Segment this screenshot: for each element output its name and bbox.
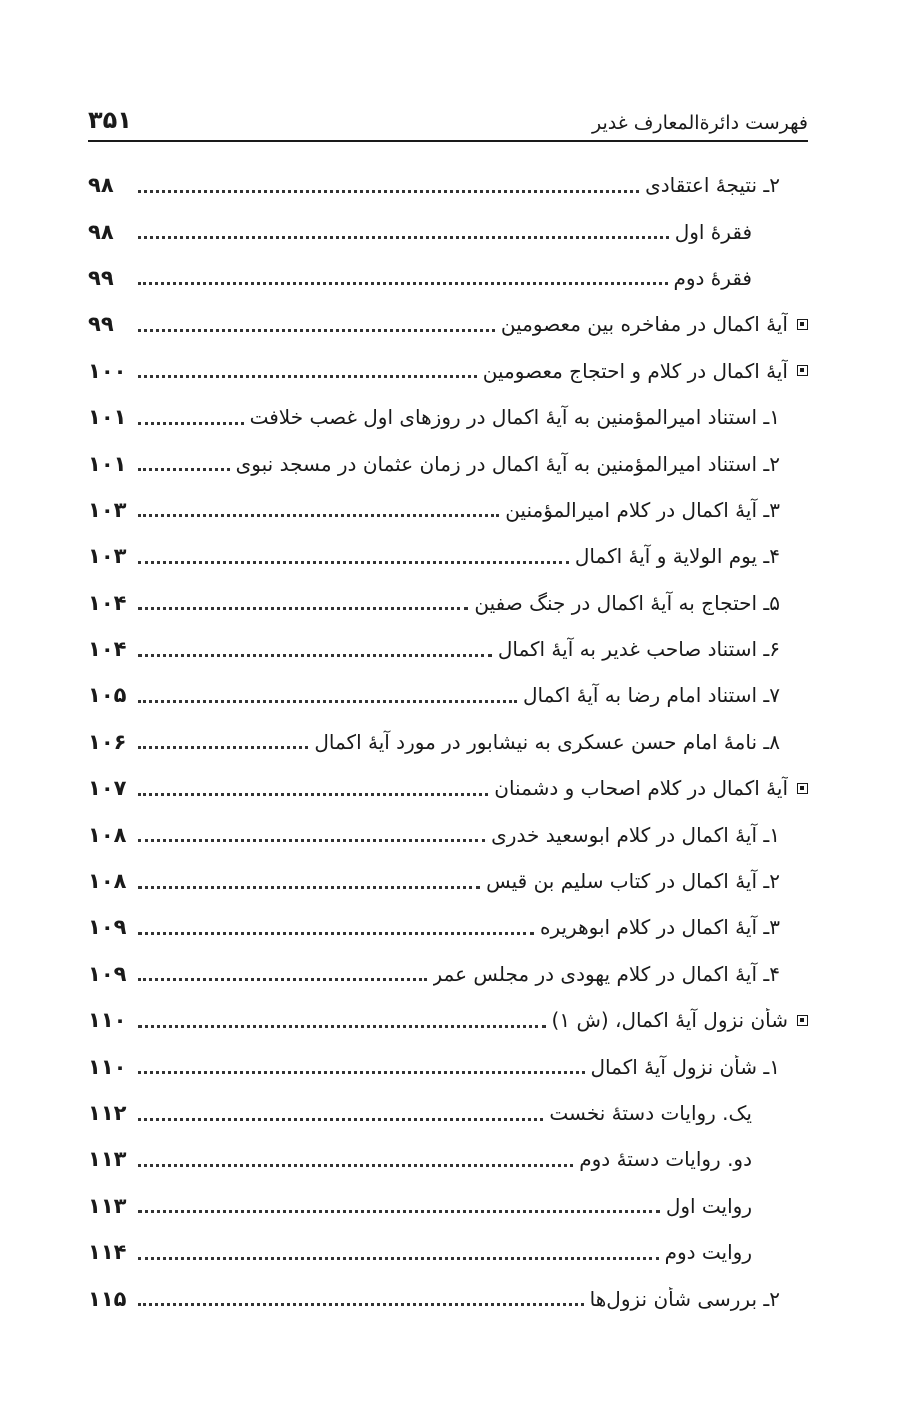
dot-leader <box>138 264 668 285</box>
toc-entry-label: ۱ـ آیهٔ اکمال در کلام ابوسعید خدری <box>491 822 780 847</box>
toc-entry-page-number: ۹۹ <box>88 265 114 290</box>
toc-entry <box>88 1275 808 1321</box>
header-title: فهرست دائرةالمعارف غدیر <box>591 112 808 134</box>
toc-entry <box>88 580 808 626</box>
toc-entry-page-number: ۱۰۰ <box>88 358 127 383</box>
toc-entry-page-number: ۱۰۷ <box>88 776 127 801</box>
toc-entry <box>88 811 808 857</box>
toc-entry <box>88 440 808 486</box>
dot-leader <box>138 543 569 564</box>
toc-entry-page-number: ۱۰۳ <box>88 497 127 522</box>
toc-entry-label: ۲ـ آیهٔ اکمال در کتاب سلیم بن قیس <box>486 869 780 894</box>
toc-entry-label: ۴ـ آیهٔ اکمال در کلام یهودی در مجلس عمر <box>432 961 780 986</box>
toc-entry-label: روایت اول <box>665 1193 752 1218</box>
dot-leader <box>138 1285 584 1306</box>
toc-entry-label: آیهٔ اکمال در کلام و احتجاج معصومین <box>482 358 788 383</box>
toc-entry <box>88 348 808 394</box>
section-square-bullet-icon <box>797 783 808 794</box>
toc-entry-label: شأن نزول آیهٔ اکمال، (ش ۱) <box>551 1008 788 1033</box>
toc-entry-label: یک. روایات دستهٔ نخست <box>549 1101 752 1125</box>
toc-entry-label: ۱ـ شأن نزول آیهٔ اکمال <box>590 1054 780 1079</box>
toc-entry <box>88 255 808 301</box>
toc-entry <box>88 1090 808 1136</box>
dot-leader <box>138 589 468 610</box>
toc-entry-page-number: ۱۰۶ <box>88 729 127 754</box>
section-square-bullet-icon <box>797 319 808 330</box>
dot-leader <box>138 357 477 378</box>
toc-entry-page-number: ۱۰۱ <box>88 405 127 430</box>
toc-entry-label: ۴ـ یوم الولایة و آیهٔ اکمال <box>574 544 780 569</box>
toc-entry-page-number: ۱۰۹ <box>88 915 127 940</box>
dot-leader <box>138 496 499 517</box>
toc-entry-page-number: ۱۱۳ <box>88 1193 127 1218</box>
toc-entry-page-number: ۱۱۵ <box>88 1286 127 1311</box>
toc-entry-page-number: ۱۰۱ <box>88 451 127 476</box>
toc-entry-page-number: ۱۱۲ <box>88 1101 127 1125</box>
toc-entry-label: ۸ـ نامهٔ امام حسن عسکری به نیشابور در مورد آیهٔ اکمال <box>314 729 780 754</box>
dot-leader <box>138 1053 585 1074</box>
toc-entry-label: ۲ـ نتیجهٔ اعتقادی <box>645 173 780 198</box>
dot-leader <box>138 821 485 842</box>
toc-entry-label: ۱ـ استناد امیرالمؤمنین به آیهٔ اکمال در روزهای اول غصب خلافت <box>249 405 780 430</box>
toc-entry <box>88 394 808 440</box>
toc-entry-label: ۶ـ استناد صاحب غدیر به آیهٔ اکمال <box>497 637 780 662</box>
toc-entry-page-number: ۱۰۵ <box>88 683 127 708</box>
toc-entry <box>88 208 808 254</box>
toc-entry-label: آیهٔ اکمال در کلام اصحاب و دشمنان <box>494 776 788 801</box>
toc-entry-label: دو. روایات دستهٔ دوم <box>579 1147 752 1172</box>
toc-entry <box>88 162 808 208</box>
toc-entry-label: فقرهٔ اول <box>674 219 752 244</box>
dot-leader <box>138 1007 546 1028</box>
toc-entry <box>88 1136 808 1182</box>
toc-entry-label: آیهٔ اکمال در مفاخره بین معصومین <box>500 312 788 337</box>
toc-entry <box>88 951 808 997</box>
toc-entry-page-number: ۱۰۳ <box>88 544 127 569</box>
dot-leader <box>138 172 639 193</box>
toc-entry-page-number: ۹۸ <box>88 219 114 244</box>
toc-entry-page-number: ۱۰۸ <box>88 869 127 894</box>
dot-leader <box>138 1146 573 1167</box>
toc-entry <box>88 1229 808 1275</box>
section-square-bullet-icon <box>797 365 808 376</box>
dot-leader <box>138 682 517 703</box>
toc-entry <box>88 904 808 950</box>
toc-entry-page-number: ۱۱۰ <box>88 1054 127 1079</box>
table-of-contents <box>88 162 808 1322</box>
toc-entry-label: ۳ـ آیهٔ اکمال در کلام ابوهریره <box>539 915 780 940</box>
toc-entry <box>88 1043 808 1089</box>
page-number: ۳۵۱ <box>88 106 132 134</box>
toc-entry-label: روایت دوم <box>664 1240 752 1265</box>
toc-entry <box>88 626 808 672</box>
dot-leader <box>138 311 495 332</box>
toc-entry-page-number: ۹۹ <box>88 312 114 337</box>
toc-entry-label: ۵ـ احتجاج به آیهٔ اکمال در جنگ صفین <box>474 590 780 615</box>
dot-leader <box>138 960 427 981</box>
toc-entry-label: ۷ـ استناد امام رضا به آیهٔ اکمال <box>522 683 780 708</box>
dot-leader <box>138 450 230 471</box>
toc-entry <box>88 1183 808 1229</box>
toc-entry <box>88 301 808 347</box>
toc-entry <box>88 858 808 904</box>
toc-entry <box>88 765 808 811</box>
toc-entry-page-number: ۱۱۰ <box>88 1008 127 1033</box>
toc-entry-label: ۲ـ بررسی شأن نزول‌ها <box>589 1286 780 1311</box>
section-square-bullet-icon <box>797 1015 808 1026</box>
toc-entry <box>88 487 808 533</box>
dot-leader <box>138 728 308 749</box>
dot-leader <box>138 775 488 796</box>
toc-entry <box>88 533 808 579</box>
toc-entry <box>88 719 808 765</box>
toc-entry-page-number: ۱۱۳ <box>88 1147 127 1172</box>
running-header <box>88 92 808 142</box>
toc-entry-page-number: ۱۰۴ <box>88 590 127 615</box>
dot-leader <box>138 1239 659 1260</box>
dot-leader <box>138 636 492 657</box>
dot-leader <box>138 218 669 239</box>
dot-leader <box>138 1192 660 1213</box>
toc-entry-page-number: ۱۰۸ <box>88 822 127 847</box>
dot-leader <box>138 914 534 935</box>
toc-entry <box>88 672 808 718</box>
dot-leader <box>138 868 480 889</box>
toc-entry-page-number: ۱۱۴ <box>88 1240 127 1265</box>
toc-entry <box>88 997 808 1043</box>
toc-entry-page-number: ۱۰۴ <box>88 637 127 662</box>
toc-entry-page-number: ۱۰۹ <box>88 961 127 986</box>
toc-entry-label: فقرهٔ دوم <box>673 265 752 290</box>
dot-leader <box>138 1100 543 1121</box>
toc-entry-label: ۳ـ آیهٔ اکمال در کلام امیرالمؤمنین <box>505 497 780 522</box>
toc-entry-page-number: ۹۸ <box>88 173 114 198</box>
dot-leader <box>138 404 244 425</box>
toc-entry-label: ۲ـ استناد امیرالمؤمنین به آیهٔ اکمال در زمان عثمان در مسجد نبوی <box>235 451 780 476</box>
